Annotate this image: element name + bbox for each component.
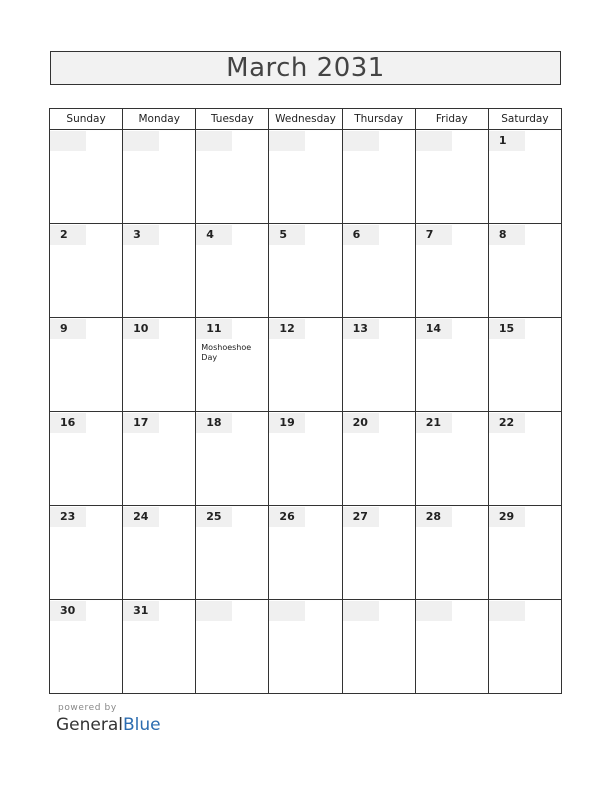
- day-number: 31: [123, 601, 159, 621]
- day-number: 12: [269, 319, 305, 339]
- day-number: [196, 131, 232, 151]
- day-number: 13: [343, 319, 379, 339]
- month-title: March 2031: [226, 53, 385, 83]
- day-number: [489, 601, 525, 621]
- powered-by-text: powered by: [58, 703, 117, 713]
- day-number: 11: [196, 319, 232, 339]
- day-cell: [123, 318, 196, 412]
- day-cell: [488, 130, 561, 224]
- weekday-thursday: Thursday: [342, 109, 415, 130]
- day-cell: [415, 224, 488, 318]
- day-cell: [50, 318, 123, 412]
- week-row: [50, 130, 562, 224]
- weekday-saturday: Saturday: [488, 109, 561, 130]
- day-number: 21: [416, 413, 452, 433]
- logo-text-general: General: [56, 715, 123, 735]
- day-number: 3: [123, 225, 159, 245]
- day-cell: [123, 130, 196, 224]
- day-cell: [269, 600, 342, 694]
- day-number: 4: [196, 225, 232, 245]
- day-number: [50, 131, 86, 151]
- day-cell: [269, 506, 342, 600]
- day-number: 1: [489, 131, 525, 151]
- calendar-grid: [49, 108, 562, 694]
- day-cell: [196, 412, 269, 506]
- day-number: [196, 601, 232, 621]
- day-number: 18: [196, 413, 232, 433]
- day-cell: [123, 412, 196, 506]
- weekday-wednesday: Wednesday: [269, 109, 342, 130]
- day-number: 5: [269, 225, 305, 245]
- day-number: 24: [123, 507, 159, 527]
- week-row: [50, 600, 562, 694]
- day-cell: [196, 130, 269, 224]
- day-cell: [123, 224, 196, 318]
- day-number: 17: [123, 413, 159, 433]
- generalblue-logo[interactable]: [56, 715, 161, 735]
- weekday-sunday: Sunday: [50, 109, 123, 130]
- weekday-monday: Monday: [123, 109, 196, 130]
- holiday-label: Moshoeshoe Day: [201, 343, 252, 362]
- day-cell: [50, 506, 123, 600]
- day-number: [123, 131, 159, 151]
- day-number: [269, 131, 305, 151]
- day-number: 26: [269, 507, 305, 527]
- day-number: 23: [50, 507, 86, 527]
- day-number: [343, 131, 379, 151]
- day-cell: [196, 600, 269, 694]
- day-cell: [488, 318, 561, 412]
- day-number: 30: [50, 601, 86, 621]
- day-number: 19: [269, 413, 305, 433]
- day-cell: [50, 224, 123, 318]
- day-cell: [342, 130, 415, 224]
- day-cell: [196, 506, 269, 600]
- logo-text-blue: Blue: [123, 715, 161, 735]
- day-number: 20: [343, 413, 379, 433]
- weekday-tuesday: Tuesday: [196, 109, 269, 130]
- week-row: [50, 318, 562, 412]
- day-cell: [415, 600, 488, 694]
- day-cell: [342, 318, 415, 412]
- day-cell: [415, 318, 488, 412]
- day-number: 22: [489, 413, 525, 433]
- day-cell: [342, 600, 415, 694]
- weekday-friday: Friday: [415, 109, 488, 130]
- week-row: [50, 506, 562, 600]
- day-number: [343, 601, 379, 621]
- day-number: 6: [343, 225, 379, 245]
- day-cell: [123, 600, 196, 694]
- day-number: 16: [50, 413, 86, 433]
- day-cell: [269, 412, 342, 506]
- day-number: 27: [343, 507, 379, 527]
- day-number: 14: [416, 319, 452, 339]
- day-cell: [50, 130, 123, 224]
- day-cell: [415, 130, 488, 224]
- day-number: 15: [489, 319, 525, 339]
- day-cell: [50, 600, 123, 694]
- day-cell: [488, 412, 561, 506]
- day-number: [416, 131, 452, 151]
- day-number: [269, 601, 305, 621]
- day-number: [416, 601, 452, 621]
- week-row: [50, 224, 562, 318]
- day-number: 8: [489, 225, 525, 245]
- day-cell: [488, 224, 561, 318]
- day-number: 2: [50, 225, 86, 245]
- week-row: [50, 412, 562, 506]
- day-cell: [269, 130, 342, 224]
- day-number: 25: [196, 507, 232, 527]
- day-cell: [123, 506, 196, 600]
- day-cell: [342, 224, 415, 318]
- day-cell: [269, 318, 342, 412]
- day-number: 29: [489, 507, 525, 527]
- day-cell: [488, 600, 561, 694]
- day-number: 9: [50, 319, 86, 339]
- day-number: 10: [123, 319, 159, 339]
- day-cell: [415, 412, 488, 506]
- day-cell: [342, 412, 415, 506]
- day-cell: [196, 224, 269, 318]
- day-cell: [488, 506, 561, 600]
- day-cell: [415, 506, 488, 600]
- weekday-header-row: [50, 109, 562, 130]
- day-cell: [342, 506, 415, 600]
- calendar-title-bar: [50, 51, 561, 85]
- footer-branding: [56, 703, 161, 735]
- day-cell: [196, 318, 269, 412]
- day-number: 28: [416, 507, 452, 527]
- day-cell: [269, 224, 342, 318]
- day-number: 7: [416, 225, 452, 245]
- day-cell: [50, 412, 123, 506]
